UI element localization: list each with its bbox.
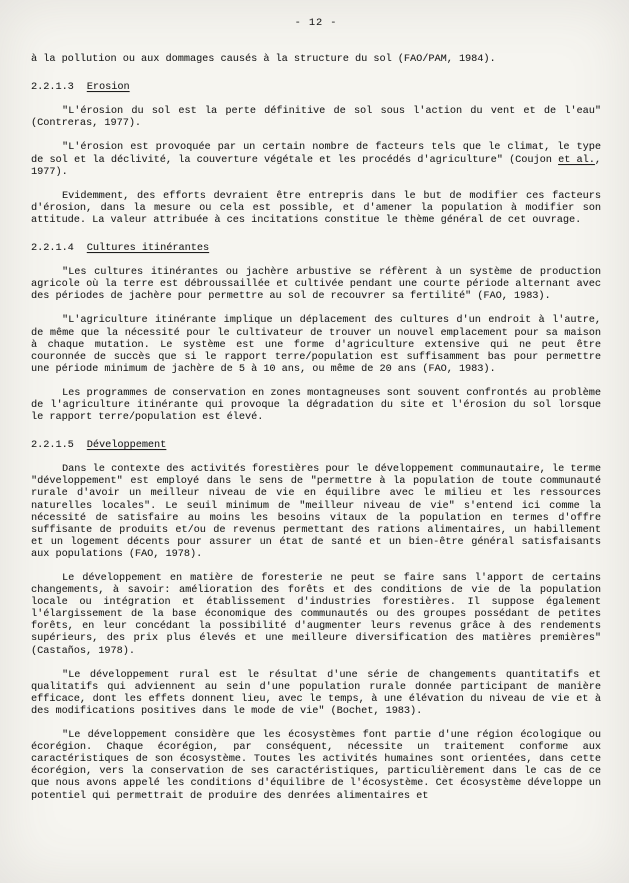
paragraph: "L'agriculture itinérante implique un déplacement des cultures d'un endroit à l'autre, de même que la nécessité pour le cultivateur de trouver un nouvel emplacement pour sa maison à chaque mutation. Le système est une forme d'agriculture extensive qui ne peut être couronnée de succès que si le rapport terre/population est suffisamment bas pour permettre une période minimum de jachère de 5 à 10 ans, ou même de 20 ans (FAO, 1983).: [31, 315, 601, 375]
paragraph: Les programmes de conservation en zones montagneuses sont souvent confrontés au problème de l'agriculture itinérante qui provoque la dégradation du site et l'érosion du sol lorsque le rapport terre/population est élevé.: [31, 387, 601, 424]
text-segment: "L'érosion est provoquée par un certain nombre de facteurs tels que le climat, le type de sol et la déclivité, la couverture végétale et les procédés d'agriculture" (Coujon: [31, 142, 601, 166]
paragraph: Le développement en matière de foresterie ne peut se faire sans l'apport de certains changements, à savoir: amélioration des forêts et des conditions de vie de la population locale ou intégration et établissement d'industries forestières. Il suppose également l'élargissement de la base économique des communautés ou des groupes possédant de petites forêts, en leur concédant la possibilité d'augmenter leurs revenus grâce à des rendements supérieurs, des prix plus élevés et une meilleure diversification des matières premières" (Castaños, 1978).: [31, 573, 601, 657]
section-number: 2.2.1.3: [31, 82, 74, 94]
section-heading: [31, 440, 601, 452]
page-number: - 12 -: [294, 18, 338, 29]
document-body: [31, 54, 601, 803]
paragraph: Dans le contexte des activités forestières pour le développement communautaire, le terme "développement" est employé dans le sens de "permettre à la population de toute communauté rurale d'avoir un meilleur niveau de vie en équilibre avec le milieu et les ressources naturelles locales". Le seuil minimum de "meilleur niveau de vie" s'entend ici comme la nécessité de satisfaire au moins les besoins vitaux de la population en termes d'offre suffisante de produits et/ou de revenus permettant des rations alimentaires, un habillement et un logement décents pour assurer un état de santé et un bien-être général satisfaisants aux populations (FAO, 1978).: [31, 464, 601, 560]
paragraph: "L'érosion du sol est la perte définitive de sol sous l'action du vent et de l'eau" (Contreras, 1977).: [31, 106, 601, 130]
text-segment: , 1977).: [31, 154, 602, 178]
section-number: 2.2.1.5: [31, 440, 74, 452]
paragraph: "Le développement considère que les écosystèmes font partie d'une région écologique ou écorégion. Chaque écorégion, par conséquent, nécessite un traitement conforme aux caractéristiques de son écosystème. Toutes les activités humaines sont orientées, dans cette écorégion, vers la conservation de ses caractéristiques, particulièrement dans le cas de ce que nous avons appelé les conditions d'équilibre de l'écosystème. Cet écosystème développe un potentiel qui permettrait de produire des denrées alimentaires et: [31, 730, 601, 802]
section-title: Erosion: [86, 82, 130, 94]
section-title: Développement: [86, 440, 167, 452]
section-heading: [31, 243, 601, 255]
paragraph: Evidemment, des efforts devraient être entrepris dans le but de modifier ces facteurs d'érosion, dans la mesure ou cela est possible, et d'amener la population à modifier son attitude. La valeur attribuée à ces incitations constitue le thème général de cet ouvrage.: [31, 190, 601, 226]
underlined-text: et al.: [558, 154, 595, 166]
section-title: Cultures itinérantes: [86, 243, 210, 255]
paragraph: à la pollution ou aux dommages causés à la structure du sol (FAO/PAM, 1984).: [31, 54, 496, 66]
section-number: 2.2.1.4: [31, 243, 74, 255]
paragraph: "Les cultures itinérantes ou jachère arbustive se réfèrent à un système de production agricole où la terre est débroussaillée et cultivée pendant une courte période alternant avec des périodes de jachère pour permettre au sol de recouvrer sa fertilité" (FAO, 1983).: [31, 267, 601, 303]
paragraph: [31, 142, 601, 178]
paragraph: "Le développement rural est le résultat d'une série de changements quantitatifs et qualitatifs qui adviennent au sein d'une population rurale donnée participant de manière efficace, dont les effets donnent lieu, avec le temps, à une élévation du niveau de vie et à des modifications positives dans le mode de vie" (Bochet, 1983).: [31, 669, 601, 717]
section-heading: [31, 82, 601, 94]
